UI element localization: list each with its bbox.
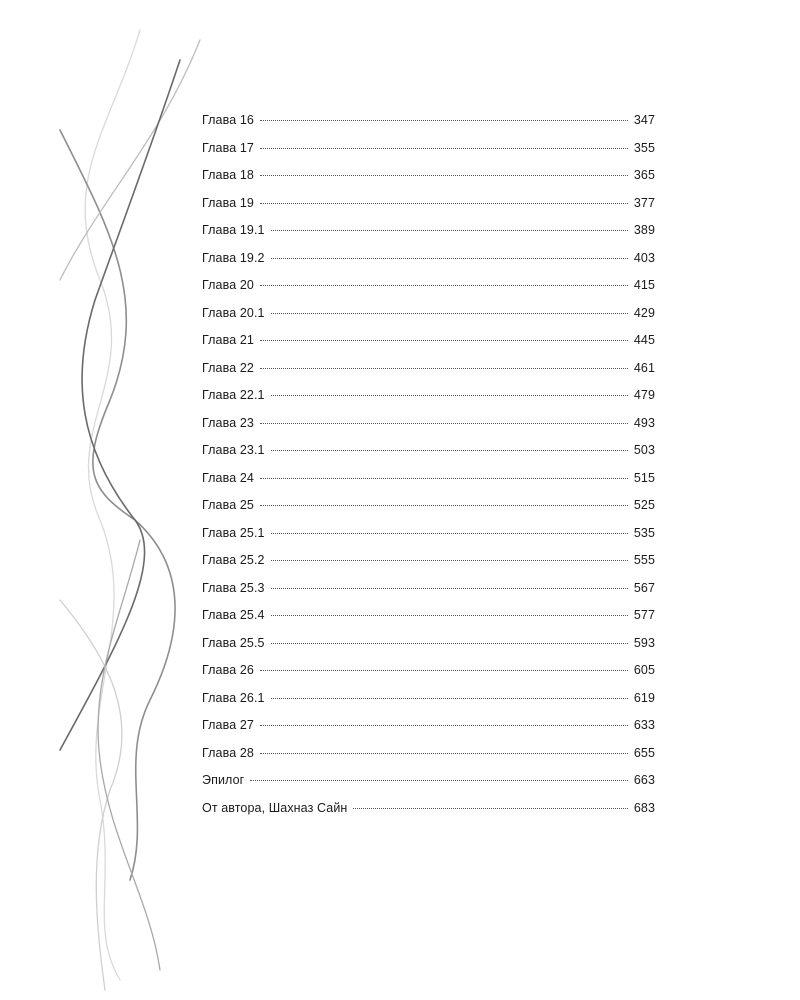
table-of-contents bbox=[202, 110, 655, 825]
toc-entry-page-number: 415 bbox=[633, 278, 655, 292]
dot-leader bbox=[260, 203, 628, 204]
dot-leader bbox=[260, 670, 628, 671]
toc-entry[interactable] bbox=[202, 330, 655, 358]
toc-entry[interactable] bbox=[202, 358, 655, 386]
toc-entry-title: Глава 19 bbox=[202, 195, 254, 210]
dot-leader bbox=[260, 505, 628, 506]
dot-leader bbox=[271, 588, 628, 589]
toc-entry-title: Глава 21 bbox=[202, 333, 254, 347]
dot-leader bbox=[260, 175, 628, 176]
toc-entry-page-number: 605 bbox=[633, 663, 655, 677]
toc-entry[interactable] bbox=[202, 303, 655, 331]
toc-entry-page-number: 555 bbox=[633, 553, 655, 567]
toc-entry-page-number: 389 bbox=[633, 223, 655, 237]
toc-entry-title: Глава 28 bbox=[202, 745, 254, 760]
dot-leader bbox=[260, 725, 628, 726]
toc-entry-title: Глава 22 bbox=[202, 360, 254, 375]
toc-entry-page-number: 567 bbox=[633, 580, 655, 595]
toc-entry[interactable] bbox=[202, 275, 655, 303]
toc-entry[interactable] bbox=[202, 220, 655, 248]
toc-entry-title: Глава 25.1 bbox=[202, 525, 265, 540]
toc-entry-title: Глава 25.4 bbox=[202, 608, 265, 622]
toc-entry-title: Глава 17 bbox=[202, 140, 254, 155]
dot-leader bbox=[271, 450, 628, 451]
toc-entry-title: Глава 25.5 bbox=[202, 635, 265, 650]
dot-leader bbox=[271, 395, 628, 396]
ornament-line bbox=[60, 600, 122, 990]
dot-leader bbox=[260, 120, 628, 121]
dot-leader bbox=[250, 780, 628, 781]
toc-entry-page-number: 525 bbox=[633, 498, 655, 512]
toc-entry-title: Глава 23.1 bbox=[202, 443, 265, 457]
toc-entry-page-number: 577 bbox=[633, 608, 655, 622]
toc-entry-page-number: 535 bbox=[633, 525, 655, 540]
dot-leader bbox=[271, 643, 628, 644]
toc-entry[interactable] bbox=[202, 468, 655, 496]
toc-entry[interactable] bbox=[202, 578, 655, 606]
toc-entry[interactable] bbox=[202, 660, 655, 688]
toc-entry[interactable] bbox=[202, 715, 655, 743]
dot-leader bbox=[271, 230, 628, 231]
toc-entry-title: Глава 20 bbox=[202, 278, 254, 292]
toc-entry-title: Глава 26 bbox=[202, 663, 254, 677]
toc-entry-title: Глава 25.3 bbox=[202, 580, 265, 595]
toc-entry-page-number: 461 bbox=[633, 360, 655, 375]
dot-leader bbox=[271, 533, 628, 534]
dot-leader bbox=[260, 478, 628, 479]
toc-entry-title: Глава 19.2 bbox=[202, 250, 265, 265]
toc-entry-page-number: 663 bbox=[633, 773, 655, 787]
dot-leader bbox=[271, 615, 628, 616]
dot-leader bbox=[260, 340, 628, 341]
toc-entry[interactable] bbox=[202, 110, 655, 138]
ornament-line bbox=[60, 60, 180, 750]
toc-entry-page-number: 365 bbox=[633, 168, 655, 182]
toc-entry[interactable] bbox=[202, 605, 655, 633]
toc-entry[interactable] bbox=[202, 193, 655, 221]
dot-leader bbox=[271, 698, 628, 699]
toc-entry-title: Глава 26.1 bbox=[202, 690, 265, 705]
toc-entry-page-number: 593 bbox=[633, 635, 655, 650]
toc-entry[interactable] bbox=[202, 633, 655, 661]
toc-entry-page-number: 429 bbox=[633, 305, 655, 320]
toc-entry[interactable] bbox=[202, 248, 655, 276]
toc-entry-title: Глава 25.2 bbox=[202, 553, 265, 567]
dot-leader bbox=[260, 285, 628, 286]
toc-entry-title: Глава 22.1 bbox=[202, 388, 265, 402]
toc-entry[interactable] bbox=[202, 385, 655, 413]
toc-entry-page-number: 445 bbox=[633, 333, 655, 347]
toc-entry-page-number: 377 bbox=[633, 195, 655, 210]
toc-entry-title: Эпилог bbox=[202, 773, 245, 787]
toc-entry[interactable] bbox=[202, 770, 655, 798]
toc-entry[interactable] bbox=[202, 495, 655, 523]
toc-entry[interactable] bbox=[202, 688, 655, 716]
toc-entry-page-number: 355 bbox=[633, 140, 655, 155]
toc-entry[interactable] bbox=[202, 523, 655, 551]
toc-entry-page-number: 683 bbox=[633, 800, 655, 815]
toc-entry-page-number: 655 bbox=[633, 745, 655, 760]
toc-entry[interactable] bbox=[202, 798, 655, 826]
toc-entry-page-number: 633 bbox=[633, 718, 655, 732]
toc-entry-page-number: 515 bbox=[633, 470, 655, 485]
toc-entry-page-number: 403 bbox=[633, 250, 655, 265]
toc-entry[interactable] bbox=[202, 440, 655, 468]
dot-leader bbox=[271, 560, 628, 561]
toc-entry-page-number: 479 bbox=[633, 388, 655, 402]
toc-entry-title: Глава 18 bbox=[202, 168, 254, 182]
dot-leader bbox=[271, 258, 628, 259]
dot-leader bbox=[260, 753, 628, 754]
toc-entry-title: Глава 24 bbox=[202, 470, 254, 485]
toc-entry-title: Глава 16 bbox=[202, 113, 254, 127]
toc-entry-title: Глава 27 bbox=[202, 718, 254, 732]
toc-entry-page-number: 493 bbox=[633, 415, 655, 430]
toc-entry[interactable] bbox=[202, 138, 655, 166]
ornament-line bbox=[98, 540, 160, 970]
toc-entry[interactable] bbox=[202, 413, 655, 441]
toc-entry-page-number: 619 bbox=[633, 690, 655, 705]
toc-entry-page-number: 503 bbox=[633, 443, 655, 457]
toc-entry-page-number: 347 bbox=[633, 113, 655, 127]
toc-entry-title: Глава 25 bbox=[202, 498, 254, 512]
toc-entry[interactable] bbox=[202, 550, 655, 578]
toc-entry-title: Глава 23 bbox=[202, 415, 254, 430]
dot-leader bbox=[271, 313, 628, 314]
ornament-line bbox=[85, 30, 140, 980]
dot-leader bbox=[260, 423, 628, 424]
toc-entry[interactable] bbox=[202, 165, 655, 193]
ornament-line bbox=[60, 40, 200, 280]
dot-leader bbox=[260, 368, 628, 369]
dot-leader bbox=[353, 808, 627, 809]
toc-entry-title: Глава 20.1 bbox=[202, 305, 265, 320]
toc-entry[interactable] bbox=[202, 743, 655, 771]
toc-entry-title: Глава 19.1 bbox=[202, 223, 265, 237]
toc-entry-title: От автора, Шахназ Сайн bbox=[202, 800, 348, 815]
dot-leader bbox=[260, 148, 628, 149]
